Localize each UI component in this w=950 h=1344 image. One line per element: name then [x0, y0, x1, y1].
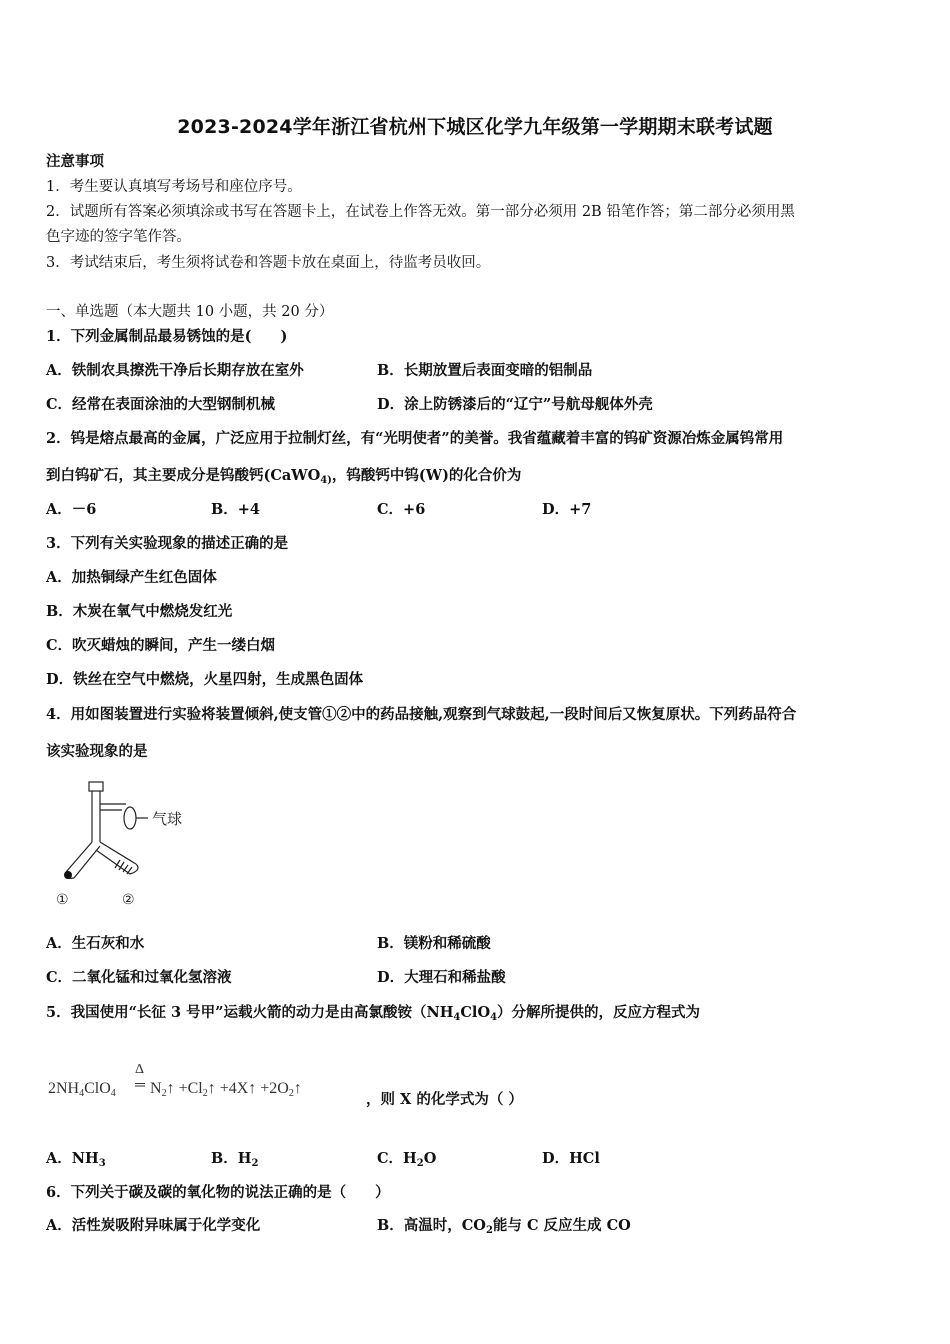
eq-sub: 2: [288, 1088, 294, 1099]
eq-text: ClO: [84, 1080, 111, 1097]
eq-text: N: [150, 1080, 162, 1097]
q2-stem-part: 到白钨矿石，其主要成分是钨酸钙(CaWO: [46, 467, 321, 484]
q5-subscript: 4: [490, 1012, 498, 1023]
tube-2-label: ②: [122, 892, 135, 908]
q1-option-d: D．涂上防锈漆后的“辽宁”号航母舰体外壳: [377, 396, 653, 413]
q2-option-d: D．+7: [542, 501, 592, 518]
opt-text: O: [423, 1150, 437, 1167]
q2-option-b: B．+4: [211, 501, 260, 518]
branch-1-outer: [66, 842, 92, 872]
page-title: 2023-2024学年浙江省杭州下城区化学九年级第一学期期末联考试题: [177, 116, 773, 138]
notice-heading: 注意事项: [46, 153, 104, 170]
q5-equation: [46, 1062, 606, 1108]
q2-stem-part: ，钨酸钙中钨(W)的化合价为: [331, 467, 522, 484]
q4-stem-line1: 4．用如图装置进行实验将装置倾斜,使支管①②中的药品接触,观察到气球鼓起,一段时间后又恢复原状。下列药品符合: [46, 706, 797, 723]
opt-text: C．H: [377, 1150, 417, 1167]
opt-sub: 2: [416, 1158, 424, 1169]
opt-sub: 2: [251, 1158, 259, 1169]
q5-stem-part: ）分解所提供的，反应方程式为: [497, 1004, 701, 1021]
q6-option-b: [377, 1216, 631, 1236]
equation-products: [150, 1080, 302, 1098]
q5-option-c: [377, 1149, 436, 1169]
opt-text: B．H: [211, 1150, 252, 1167]
eq-text: ↑ +4X↑ +2O: [207, 1080, 289, 1097]
branch-2-outer: [100, 842, 136, 864]
tube-1-solid: [64, 871, 72, 879]
q3-option-c: C．吹灭蜡烛的瞬间，产生一缕白烟: [46, 637, 276, 654]
q5-stem-part: 5．我国使用“长征 3 号甲”运载火箭的动力是由高氯酸铵（NH: [46, 1004, 454, 1021]
q5-option-b: [211, 1149, 258, 1169]
q2-stem-line2: [46, 466, 521, 486]
opt-text: 能与 C 反应生成 CO: [492, 1217, 631, 1234]
q2-subscript: 4): [320, 475, 332, 486]
stopper: [89, 782, 103, 791]
q4-stem-line2: 该实验现象的是: [46, 743, 148, 760]
eq-sub: 4: [110, 1088, 116, 1099]
equals-sign: ═: [135, 1078, 145, 1093]
q4-option-a: A．生石灰和水: [46, 935, 145, 952]
q5-option-a: [46, 1149, 106, 1169]
notice-item-3: 3．考试结束后，考生须将试卷和答题卡放在桌面上，待监考员收回。: [46, 255, 491, 271]
q4-option-d: D．大理石和稀盐酸: [377, 969, 506, 986]
eq-sub: 4: [79, 1088, 85, 1099]
q3-option-b: B．木炭在氧气中燃烧发红光: [46, 603, 233, 620]
section-heading: 一、单选题（本大题共 10 小题，共 20 分）: [46, 304, 334, 320]
eq-text: 2NH: [48, 1080, 80, 1097]
balloon-label: 气球: [152, 810, 183, 828]
balloon: [124, 807, 136, 829]
eq-text: ↑ +Cl: [166, 1080, 203, 1097]
q1-stem: 1．下列金属制品最易锈蚀的是( ): [46, 328, 288, 345]
q3-option-d: D．铁丝在空气中燃烧，火星四射，生成黑色固体: [46, 671, 364, 688]
opt-sub: 3: [98, 1158, 106, 1169]
q2-stem-line1: 2．钨是熔点最高的金属，广泛应用于拉制灯丝，有“光明使者”的美誉。我省蕴藏着丰富的钨矿资源冶炼金属钨常用: [46, 430, 784, 447]
q5-stem-part: ClO: [460, 1004, 491, 1021]
opt-sub: 2: [485, 1225, 493, 1236]
opt-text: B．高温时，CO: [377, 1217, 486, 1234]
eq-sub: 2: [161, 1088, 167, 1099]
q3-stem: 3．下列有关实验现象的描述正确的是: [46, 535, 289, 552]
q4-option-c: C．二氧化锰和过氧化氢溶液: [46, 969, 232, 986]
q5-stem: [46, 1003, 700, 1023]
q6-option-a: A．活性炭吸附异味属于化学变化: [46, 1217, 261, 1234]
q5-option-d: D．HCl: [542, 1150, 600, 1167]
equation-reactant: [48, 1080, 116, 1098]
notice-item-2-cont: 色字迹的签字笔作答。: [46, 229, 191, 245]
tube-1-label: ①: [56, 892, 69, 908]
q1-option-c: C．经常在表面涂油的大型钢制机械: [46, 396, 276, 413]
y-tube-apparatus-figure: [48, 780, 198, 910]
q3-option-a: A．加热铜绿产生红色固体: [46, 569, 217, 586]
branch-2-inner: [96, 850, 130, 874]
q2-option-c: C．+6: [377, 501, 426, 518]
opt-text: A．NH: [46, 1150, 99, 1167]
heat-symbol: Δ: [135, 1062, 145, 1077]
q4-option-b: B．镁粉和稀硫酸: [377, 935, 491, 952]
eq-text: ↑: [293, 1080, 302, 1097]
q1-option-b: B．长期放置后表面变暗的铝制品: [377, 362, 593, 379]
notice-item-2: 2．试题所有答案必须填涂或书写在答题卡上，在试卷上作答无效。第一部分必须用 2B 铅笔作答；第二部分必须用黑: [46, 204, 795, 220]
notice-item-1: 1．考生要认真填写考场号和座位序号。: [46, 179, 302, 195]
q5-question-tail: ，则 X 的化学式为（ ）: [366, 1091, 523, 1108]
q1-option-a: A．铁制农具擦洗干净后长期存放在室外: [46, 362, 304, 379]
eq-sub: 2: [202, 1088, 208, 1099]
q2-option-a: A．－6: [46, 501, 97, 518]
q5-subscript: 4: [453, 1012, 461, 1023]
q6-stem: 6．下列关于碳及碳的氧化物的说法正确的是（ ）: [46, 1184, 390, 1201]
